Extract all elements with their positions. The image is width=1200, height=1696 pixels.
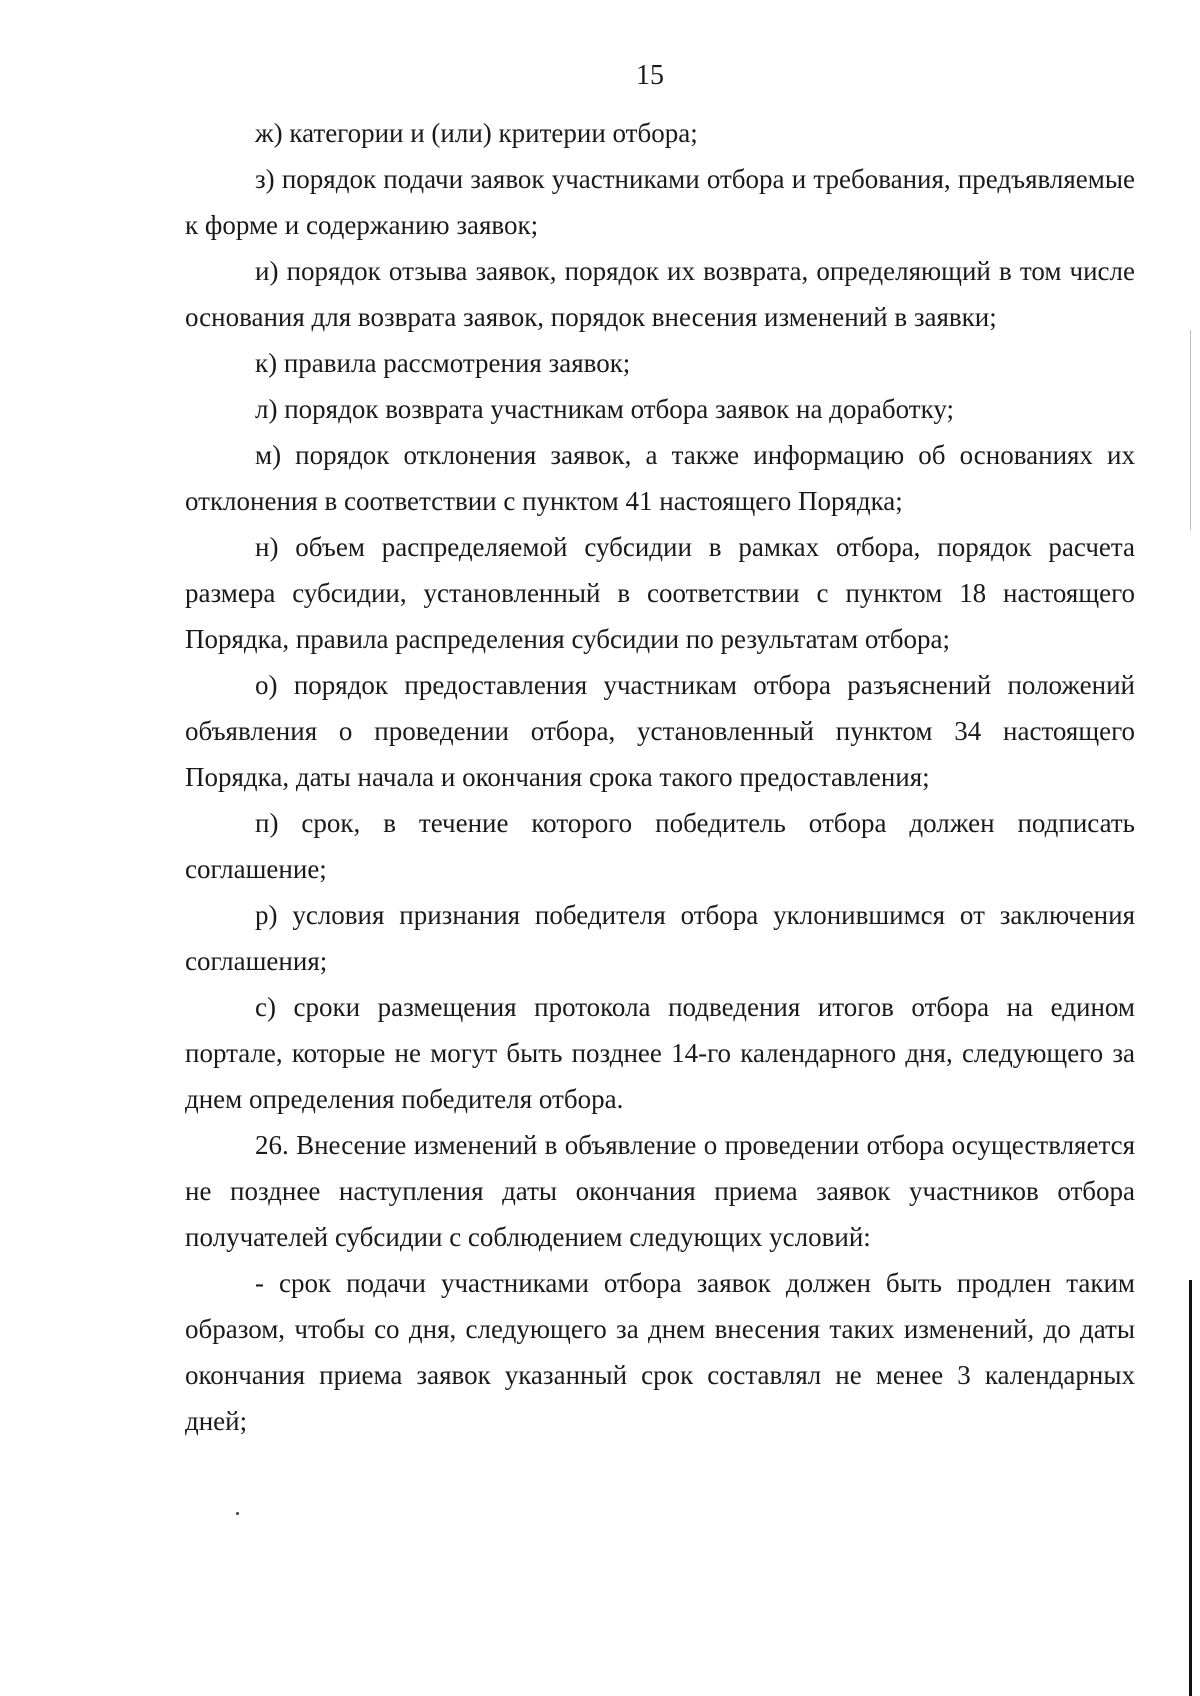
paragraph-p: п) срок, в течение которого победитель отбора должен подписать соглашение; — [185, 808, 1135, 884]
paragraph-i: и) порядок отзыва заявок, порядок их возврата, определяющий в том числе основания для возврата заявок, порядок внесения изменений в заявки; — [185, 256, 1135, 332]
paragraph-26: 26. Внесение изменений в объявление о проведении отбора осуществляется не позднее наступления даты окончания приема заявок участников отбора получателей субсидии с соблюдением следующих условий: — [185, 1130, 1135, 1252]
paragraph-m: м) порядок отклонения заявок, а также информацию об основаниях их отклонения в соответствии с пунктом 41 настоящего Порядка; — [185, 440, 1135, 516]
paragraph-n: н) объем распределяемой субсидии в рамках отбора, порядок расчета размера субсидии, установленный в соответствии с пунктом 18 настоящего Порядка, правила распределения субсидии по результатам отбора; — [185, 532, 1135, 654]
paragraph-s: с) сроки размещения протокола подведения итогов отбора на едином портале, которые не могут быть позднее 14-го календарного дня, следующего за днем определения победителя отбора. — [185, 992, 1135, 1114]
page-number: 15 — [636, 60, 664, 91]
paragraph-o: о) порядок предоставления участникам отбора разъяснений положений объявления о проведении отбора, установленный пунктом 34 настоящего Порядка, даты начала и окончания срока такого предоставления; — [185, 670, 1135, 792]
paragraph-l: л) порядок возврата участникам отбора заявок на доработку; — [255, 394, 954, 424]
scan-edge-line — [1189, 1280, 1192, 1696]
scan-edge-line-faint — [1190, 330, 1191, 530]
paragraph-k: к) правила рассмотрения заявок; — [255, 348, 631, 378]
paragraph-r: р) условия признания победителя отбора уклонившимся от заключения соглашения; — [185, 900, 1135, 976]
paragraph-dash-item: - срок подачи участниками отбора заявок должен быть продлен таким образом, чтобы со дня, следующего за днем внесения таких изменений, до даты окончания приема заявок указанный срок составлял не менее 3 календарных дней; — [185, 1268, 1135, 1436]
document-body — [185, 110, 1135, 1444]
scan-speck — [236, 1512, 239, 1515]
paragraph-zh: ж) категории и (или) критерии отбора; — [255, 118, 698, 148]
paragraph-z: з) порядок подачи заявок участниками отбора и требования, предъявляемые к форме и содержанию заявок; — [185, 164, 1135, 240]
